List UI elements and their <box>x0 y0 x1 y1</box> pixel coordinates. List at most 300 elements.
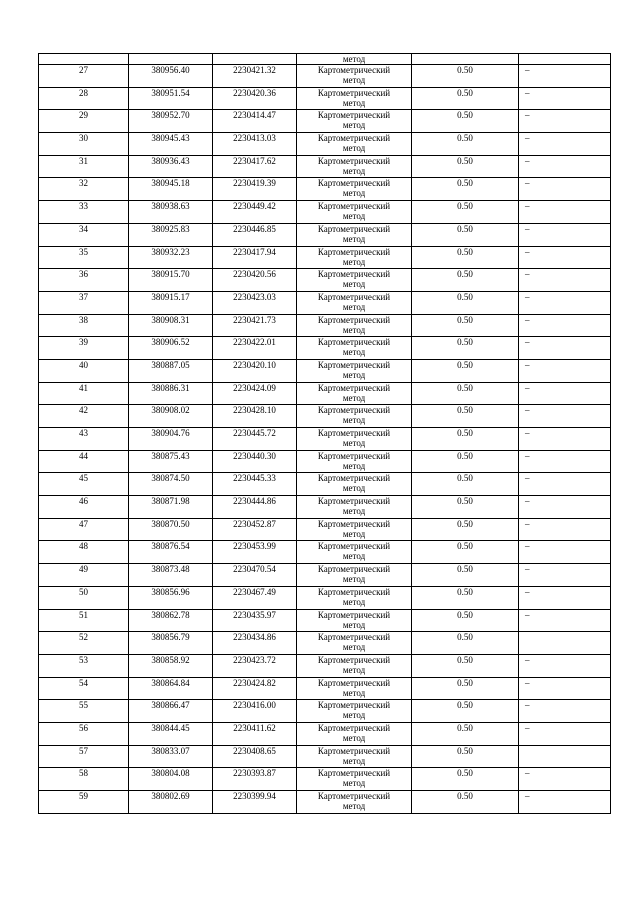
cell-x-text: 380945.18 <box>151 178 190 189</box>
cell-method-text: метод <box>342 347 366 358</box>
cell-method-text: метод <box>342 211 366 222</box>
cell-accuracy <box>412 337 519 360</box>
cell-accuracy-text: 0.50 <box>457 87 473 98</box>
cell-method-text: метод <box>342 143 366 154</box>
cell-point-number <box>39 359 129 382</box>
cell-x-text: 380833.07 <box>151 745 190 756</box>
table-row <box>39 337 611 360</box>
cell-x-text: 380876.54 <box>151 541 190 552</box>
table-row-continued <box>39 54 611 65</box>
cell-method-text: Картометрический <box>317 450 391 461</box>
cell-method-text: Картометрический <box>317 269 391 280</box>
cell-method <box>297 201 412 224</box>
cell-accuracy <box>412 700 519 723</box>
cell-method <box>297 291 412 314</box>
cell-accuracy <box>412 359 519 382</box>
cell-x <box>129 609 213 632</box>
cell-method: метод <box>297 54 412 65</box>
coordinates-table <box>38 53 611 814</box>
cell-method-text: метод <box>342 324 366 335</box>
cell-x <box>129 269 213 292</box>
cell-point-number-text: 34 <box>79 223 88 234</box>
cell-note <box>519 700 611 723</box>
table-row <box>39 609 611 632</box>
cell-method <box>297 428 412 451</box>
table-row <box>39 700 611 723</box>
cell-y-text: 2230423.03 <box>233 291 276 302</box>
cell-method <box>297 564 412 587</box>
cell-point-number-text: 50 <box>79 586 88 597</box>
cell-note <box>519 337 611 360</box>
cell-point-number-text: 52 <box>79 632 88 643</box>
table-row <box>39 428 611 451</box>
table-row <box>39 405 611 428</box>
cell-method-text: Картометрический <box>317 677 391 688</box>
cell-y-text: 2230420.56 <box>233 269 276 280</box>
cell-note-text: – <box>525 609 530 620</box>
cell-point-number <box>39 791 129 814</box>
cell-note <box>519 87 611 110</box>
cell-method-text: Картометрический <box>317 87 391 98</box>
cell-accuracy <box>412 473 519 496</box>
cell-x-text: 380856.96 <box>151 586 190 597</box>
cell-point-number <box>39 382 129 405</box>
cell-x-text: 380804.08 <box>151 768 190 779</box>
cell-point-number <box>39 87 129 110</box>
table-row <box>39 496 611 519</box>
cell-y <box>213 586 297 609</box>
cell-point-number <box>39 291 129 314</box>
cell-y <box>213 609 297 632</box>
cell-x-text: 380952.70 <box>151 110 190 121</box>
cell-note-text: – <box>525 133 530 144</box>
cell-y-text: 2230420.10 <box>233 359 276 370</box>
cell-method-text: метод <box>342 483 366 494</box>
table-row <box>39 632 611 655</box>
cell-accuracy <box>412 745 519 768</box>
cell-point-number <box>39 745 129 768</box>
cell-x <box>129 768 213 791</box>
table-row <box>39 654 611 677</box>
cell-note <box>519 223 611 246</box>
cell-accuracy <box>412 314 519 337</box>
cell-accuracy-text: 0.50 <box>457 359 473 370</box>
cell-y <box>213 382 297 405</box>
cell-accuracy-text: 0.50 <box>457 677 473 688</box>
cell-method-text: Картометрический <box>317 178 391 189</box>
cell-x <box>129 337 213 360</box>
cell-note <box>519 178 611 201</box>
cell-x-text: 380951.54 <box>151 87 190 98</box>
cell-method-text: Картометрический <box>317 541 391 552</box>
cell-x <box>129 586 213 609</box>
cell-x <box>129 382 213 405</box>
cell-note <box>519 110 611 133</box>
cell-note-text: – <box>525 473 530 484</box>
cell-note <box>519 65 611 88</box>
cell-point-number <box>39 632 129 655</box>
cell-method-text: метод <box>342 506 366 517</box>
cell-accuracy-text: 0.50 <box>457 269 473 280</box>
cell-point-number-text: 33 <box>79 201 88 212</box>
cell-y <box>213 745 297 768</box>
cell-note <box>519 541 611 564</box>
cell-accuracy-text: 0.50 <box>457 632 473 643</box>
table-row <box>39 223 611 246</box>
cell-point-number <box>39 337 129 360</box>
cell-accuracy-text: 0.50 <box>457 722 473 733</box>
cell-method-text: Картометрический <box>317 337 391 348</box>
cell-method <box>297 110 412 133</box>
cell-y-text: 2230470.54 <box>233 564 276 575</box>
cell-method <box>297 541 412 564</box>
cell-accuracy-text: 0.50 <box>457 496 473 507</box>
cell-method-text: метод <box>342 369 366 380</box>
cell-y <box>213 65 297 88</box>
cell-accuracy <box>412 586 519 609</box>
cell-x-text: 380925.83 <box>151 223 190 234</box>
cell-method <box>297 359 412 382</box>
cell-method <box>297 722 412 745</box>
cell-x-text: 380908.02 <box>151 405 190 416</box>
cell-point-number <box>39 722 129 745</box>
cell-point-number-text: 39 <box>79 337 88 348</box>
cell-method <box>297 677 412 700</box>
cell-method-text: метод <box>342 75 366 85</box>
cell-accuracy <box>412 632 519 655</box>
cell-accuracy <box>412 677 519 700</box>
cell-accuracy-text: 0.50 <box>457 586 473 597</box>
cell-x-text: 380908.31 <box>151 314 190 325</box>
cell-method-text: Картометрический <box>317 768 391 779</box>
cell-method <box>297 450 412 473</box>
cell-accuracy-text: 0.50 <box>457 564 473 575</box>
cell-point-number <box>39 541 129 564</box>
cell-point-number-text: 57 <box>79 745 88 756</box>
cell-point-number <box>39 564 129 587</box>
cell-method-text: Картометрический <box>317 65 391 75</box>
cell-y <box>213 269 297 292</box>
cell-method-text: Картометрический <box>317 155 391 166</box>
cell-y <box>213 337 297 360</box>
cell-note <box>519 428 611 451</box>
cell-y <box>213 564 297 587</box>
cell-accuracy <box>412 541 519 564</box>
cell-x-text: 380874.50 <box>151 473 190 484</box>
cell-method-text: Картометрический <box>317 700 391 711</box>
cell-point-number <box>39 609 129 632</box>
cell-note <box>519 768 611 791</box>
table-row <box>39 518 611 541</box>
cell-x <box>129 65 213 88</box>
cell-accuracy-text: 0.50 <box>457 246 473 257</box>
cell-note-text: – <box>525 155 530 166</box>
cell-x-text: 380871.98 <box>151 496 190 507</box>
table-row <box>39 359 611 382</box>
cell-y-text: 2230444.86 <box>233 496 276 507</box>
table-row <box>39 768 611 791</box>
cell-y <box>213 768 297 791</box>
cell-y <box>213 155 297 178</box>
cell-point-number-text: 59 <box>79 791 88 801</box>
cell-note-text <box>519 746 525 756</box>
cell-x <box>129 745 213 768</box>
cell-note-text: – <box>525 405 530 416</box>
table-row <box>39 677 611 700</box>
cell-note-text: – <box>525 722 530 733</box>
cell-note <box>519 155 611 178</box>
cell-method-text: метод <box>342 415 366 426</box>
cell-point-number-text: 38 <box>79 314 88 325</box>
cell-method-text: метод <box>342 120 366 131</box>
cell-x <box>129 496 213 519</box>
cell-note-text: – <box>525 700 530 711</box>
table-row <box>39 246 611 269</box>
cell-method-text: метод <box>342 188 366 199</box>
table-row <box>39 450 611 473</box>
cell-x <box>129 246 213 269</box>
cell-accuracy-text: 0.50 <box>457 541 473 552</box>
cell-x <box>129 405 213 428</box>
cell-accuracy <box>412 54 519 65</box>
cell-note <box>519 405 611 428</box>
cell-y-text: 2230423.72 <box>233 654 276 665</box>
cell-x-text: 380802.69 <box>151 791 190 801</box>
cell-method-text: Картометрический <box>317 405 391 416</box>
cell-point-number-text: 49 <box>79 564 88 575</box>
cell-point-number-text: 31 <box>79 155 88 166</box>
cell-accuracy-text: 0.50 <box>457 473 473 484</box>
cell-y <box>213 110 297 133</box>
cell-accuracy <box>412 722 519 745</box>
cell-x-text: 380873.48 <box>151 564 190 575</box>
cell-note-text: – <box>525 564 530 575</box>
cell-method <box>297 87 412 110</box>
cell-point-number <box>39 201 129 224</box>
table-body <box>39 54 611 814</box>
cell-point-number <box>39 155 129 178</box>
cell-accuracy <box>412 246 519 269</box>
cell-note-text: – <box>525 65 530 75</box>
cell-method-text: Картометрический <box>317 473 391 484</box>
cell-y-text: 2230424.82 <box>233 677 276 688</box>
cell-accuracy <box>412 291 519 314</box>
cell-x <box>129 473 213 496</box>
cell-x-text: 380945.43 <box>151 133 190 144</box>
cell-method-text: метод <box>342 596 366 607</box>
cell-method-text: Картометрический <box>317 291 391 302</box>
cell-y-text: 2230421.32 <box>233 65 276 75</box>
cell-x-text: 380887.05 <box>151 359 190 370</box>
cell-note <box>519 586 611 609</box>
cell-note-text: – <box>525 337 530 348</box>
cell-method-text: Картометрический <box>317 246 391 257</box>
cell-method <box>297 518 412 541</box>
cell-method-text: Картометрический <box>317 654 391 665</box>
cell-accuracy <box>412 609 519 632</box>
cell-x-text: 380886.31 <box>151 382 190 393</box>
cell-note-text: – <box>525 359 530 370</box>
cell-accuracy-text: 0.50 <box>457 223 473 234</box>
table-row <box>39 722 611 745</box>
cell-y <box>213 87 297 110</box>
cell-y <box>213 722 297 745</box>
cell-note-text: – <box>525 269 530 280</box>
cell-method <box>297 155 412 178</box>
cell-accuracy <box>412 791 519 814</box>
cell-y-text: 2230413.03 <box>233 133 276 144</box>
cell-note-text: – <box>525 382 530 393</box>
cell-y <box>213 54 297 65</box>
cell-x <box>129 314 213 337</box>
cell-point-number-text: 27 <box>79 65 88 75</box>
cell-point-number-text: 35 <box>79 246 88 257</box>
cell-method <box>297 791 412 814</box>
cell-point-number-text: 41 <box>79 382 88 393</box>
table-row <box>39 745 611 768</box>
cell-y <box>213 428 297 451</box>
cell-accuracy-text: 0.50 <box>457 133 473 144</box>
cell-point-number <box>39 654 129 677</box>
cell-x <box>129 359 213 382</box>
cell-note <box>519 677 611 700</box>
cell-x <box>129 155 213 178</box>
cell-point-number-text: 48 <box>79 541 88 552</box>
cell-point-number-text: 44 <box>79 450 88 461</box>
cell-accuracy <box>412 518 519 541</box>
cell-y <box>213 246 297 269</box>
cell-method-text: метод <box>342 755 366 766</box>
cell-accuracy-text: 0.50 <box>457 405 473 416</box>
cell-accuracy <box>412 654 519 677</box>
cell-accuracy-text: 0.50 <box>457 178 473 189</box>
cell-x-text: 380904.76 <box>151 428 190 438</box>
cell-y <box>213 700 297 723</box>
cell-method-text: метод <box>342 710 366 721</box>
cell-point-number <box>39 269 129 292</box>
cell-method-text: Картометрический <box>317 745 391 756</box>
cell-note <box>519 201 611 224</box>
table-row <box>39 586 611 609</box>
cell-x <box>129 450 213 473</box>
cell-accuracy-text: 0.50 <box>457 654 473 665</box>
cell-note-text: – <box>525 496 530 507</box>
cell-x <box>129 564 213 587</box>
cell-method-text: Картометрический <box>317 382 391 393</box>
cell-note-text: – <box>525 768 530 779</box>
cell-method-text: Картометрический <box>317 518 391 529</box>
cell-point-number-text: 46 <box>79 496 88 507</box>
table-row <box>39 541 611 564</box>
cell-x-text: 380932.23 <box>151 246 190 257</box>
cell-method <box>297 654 412 677</box>
cell-note-text: – <box>525 87 530 98</box>
table-row <box>39 269 611 292</box>
cell-point-number <box>39 450 129 473</box>
cell-method-text: Картометрический <box>317 609 391 620</box>
cell-y-text: 2230445.33 <box>233 473 276 484</box>
cell-method-text: Картометрический <box>317 314 391 325</box>
cell-note-text: – <box>525 291 530 302</box>
cell-x-text: 380915.70 <box>151 269 190 280</box>
cell-x-text: 380858.92 <box>151 654 190 665</box>
cell-accuracy <box>412 178 519 201</box>
cell-y <box>213 314 297 337</box>
cell-y-text: 2230446.85 <box>233 223 276 234</box>
cell-accuracy <box>412 110 519 133</box>
cell-point-number-text: 51 <box>79 609 88 620</box>
cell-y <box>213 133 297 156</box>
cell-accuracy <box>412 269 519 292</box>
cell-y-text: 2230428.10 <box>233 405 276 416</box>
cell-accuracy-text: 0.50 <box>457 428 473 438</box>
cell-method-text: метод <box>342 574 366 585</box>
cell-method-text: Картометрический <box>317 359 391 370</box>
cell-y-text: 2230440.30 <box>233 450 276 461</box>
cell-y-text: 2230453.99 <box>233 541 276 552</box>
cell-note <box>519 496 611 519</box>
cell-note-text: – <box>525 791 530 801</box>
cell-method-text: метод <box>342 438 366 448</box>
cell-accuracy <box>412 450 519 473</box>
cell-y-text: 2230419.39 <box>233 178 276 189</box>
cell-x-text: 380936.43 <box>151 155 190 166</box>
cell-note <box>519 269 611 292</box>
cell-method-text: метод <box>342 642 366 653</box>
cell-y-text: 2230422.01 <box>233 337 276 348</box>
cell-y <box>213 178 297 201</box>
cell-note <box>519 382 611 405</box>
cell-method <box>297 768 412 791</box>
cell-accuracy-text: 0.50 <box>457 700 473 711</box>
cell-method-text: метод <box>342 301 366 312</box>
cell-accuracy-text: 0.50 <box>457 110 473 121</box>
cell-note <box>519 54 611 65</box>
cell-method <box>297 700 412 723</box>
cell-method-text: Картометрический <box>317 564 391 575</box>
cell-accuracy <box>412 201 519 224</box>
cell-accuracy <box>412 87 519 110</box>
cell-point-number-text: 45 <box>79 473 88 484</box>
cell-x <box>129 54 213 65</box>
table-row <box>39 314 611 337</box>
cell-point-number <box>39 178 129 201</box>
cell-x <box>129 87 213 110</box>
cell-x <box>129 791 213 814</box>
cell-accuracy <box>412 133 519 156</box>
cell-y <box>213 223 297 246</box>
cell-accuracy-text: 0.50 <box>457 791 473 801</box>
cell-note-text: – <box>525 541 530 552</box>
cell-point-number <box>39 65 129 88</box>
cell-y-text: 2230435.97 <box>233 609 276 620</box>
cell-y-text: 2230417.94 <box>233 246 276 257</box>
cell-point-number <box>39 314 129 337</box>
cell-note <box>519 473 611 496</box>
cell-y-text: 2230417.62 <box>233 155 276 166</box>
cell-y <box>213 496 297 519</box>
cell-note <box>519 450 611 473</box>
cell-method-text: метод <box>342 801 366 811</box>
cell-accuracy-text: 0.50 <box>457 337 473 348</box>
cell-x-text: 380844.45 <box>151 722 190 733</box>
cell-y <box>213 201 297 224</box>
cell-method-text: метод <box>342 256 366 267</box>
cell-y <box>213 359 297 382</box>
cell-point-number <box>39 54 129 65</box>
cell-x <box>129 722 213 745</box>
cell-x-text: 380864.84 <box>151 677 190 688</box>
